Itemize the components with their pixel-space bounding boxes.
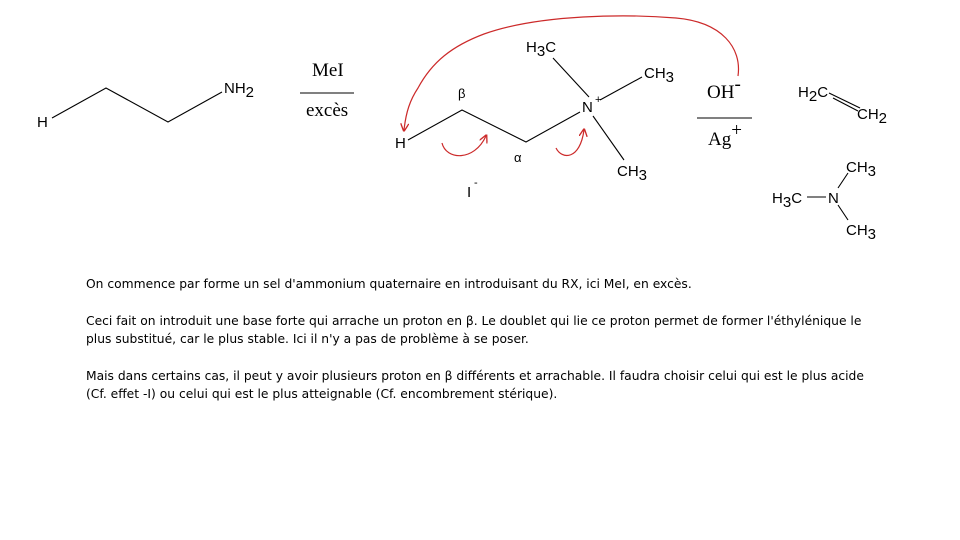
nitrogen-charge: + [595,94,602,106]
amine-top-methyl-label: CH3 [846,159,877,180]
arrow1-reagent-bottom: excès [306,100,349,121]
nitrogen-label: N [582,99,593,116]
arrow1-reagent-top: MeI [312,60,344,81]
methyl-top-label: H3C [526,39,557,60]
ethylene-left-label: H2C [798,84,829,105]
bond-amine-bottom [838,205,848,220]
explanation-paragraph-1: On commence par forme un sel d'ammonium quaternaire en introduisant du RX, ici MeI, en excès. [86,277,692,291]
amine-nitrogen-label: N [828,190,839,207]
iodide-counterion: I [467,184,472,201]
iodide-charge: - [474,177,478,189]
bond-n-methyl-right [600,77,642,100]
product-ethylene [798,84,887,127]
reactant-propylamine [37,80,254,131]
amine-bottom-methyl-label: CH3 [846,222,877,243]
intermediate-h-label: H [395,135,406,152]
explanation-paragraph-2: Ceci fait on introduit une base forte qui arrache un proton en β. Le doublet qui lie ce proton permet de former l'éthylénique le plus substitué, car le plus stable. Ici il n'y a pas de problème à se poser. [86,314,862,346]
ethylene-double-bond-2 [833,98,858,111]
reactant-skeleton-bonds [52,88,222,122]
reactant-nh2-label: NH2 [224,80,255,101]
ethylene-right-label: CH2 [857,106,888,127]
explanation-paragraph-3: Mais dans certains cas, il peut y avoir plusieurs proton en β différents et arrachable. Il faudra choisir celui qui est le plus acide (Cf. effet -I) ou celui qui est le plus atteignable (Cf. encombrement stérique). [86,369,864,401]
intermediate-chain-bonds [408,110,580,142]
amine-left-methyl-label: H3C [772,190,803,211]
curved-arrow-cn-bond-to-n [556,130,584,155]
ethylene-double-bond-1 [829,93,860,108]
explanation-text [86,275,876,422]
mechanism-arrows [404,16,738,156]
methyl-right-label: CH3 [644,65,675,86]
reactant-h-label: H [37,114,48,131]
bond-n-methyl-bottom [593,116,624,160]
methyl-bottom-label: CH3 [617,163,648,184]
reaction-scheme [0,0,960,260]
reaction-arrow-2 [697,74,752,150]
product-trimethylamine [772,159,876,243]
beta-label: β [458,86,466,101]
arrow2-reagent-bottom: Ag+ [708,120,742,150]
curved-arrow-hydroxide-to-h [404,16,738,130]
intermediate-ammonium [395,39,674,201]
curved-arrow-ch-bond-to-cc [442,136,486,156]
arrow2-reagent-top: OH- [707,74,741,103]
reaction-arrow-1 [300,60,354,121]
bond-n-methyl-top [553,58,589,97]
alpha-label: α [514,150,522,165]
